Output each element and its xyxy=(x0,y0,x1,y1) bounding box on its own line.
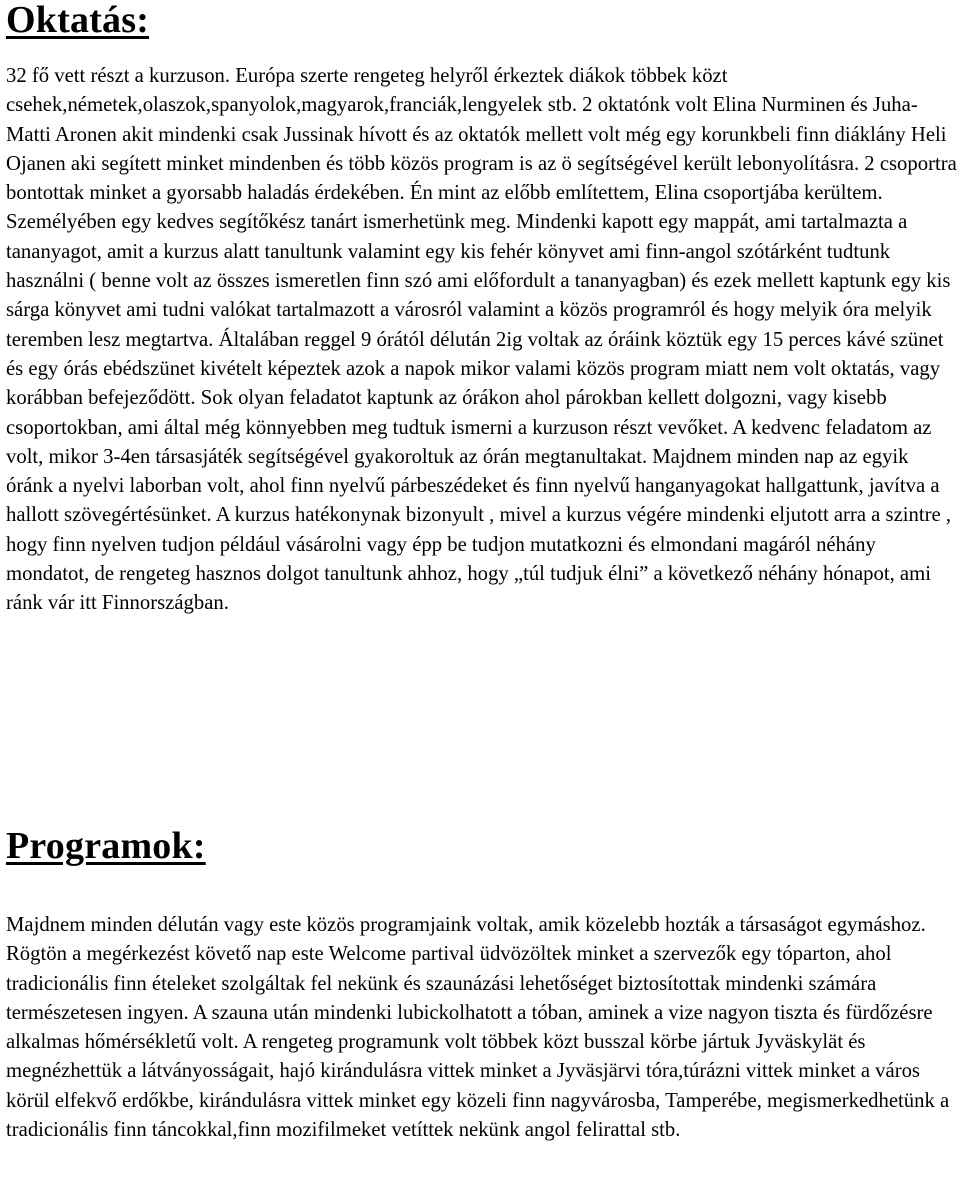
section-heading-oktatas: Oktatás: xyxy=(6,0,150,41)
section-body-oktatas: 32 fő vett részt a kurzuson. Európa szerte rengeteg helyről érkeztek diákok többek közt csehek,németek,olaszok,spanyolok,magyarok,franciák,lengyelek stb. 2 oktatónk volt Elina Nurminen és Juha-Matti Aronen akit mindenki csak Jussinak hívott és az oktatók mellett volt még egy korunkbeli finn diáklány Heli Ojanen aki segített minket mindenben és több közös program is az ö segítségével került lebonyolításra. 2 csoportra bontottak minket a gyorsabb haladás érdekében. Én mint az előbb említettem, Elina csoportjába kerültem. Személyében egy kedves segítőkész tanárt ismerhetünk meg. Mindenki kapott egy mappát, ami tartalmazta a tananyagot, amit a kurzus alatt tanultunk valamint egy kis fehér könyvet ami finn-angol szótárként tudtunk használni ( benne volt az összes ismeretlen finn szó ami előfordult a tananyagban) és ezek mellett kaptunk egy kis sárga könyvet ami tudni valókat tartalmazott a városról valamint a közös programról és hogy melyik óra melyik teremben lesz megtartva. Általában reggel 9 órától délután 2ig voltak az óráink köztük egy 15 perces kávé szünet és egy órás ebédszünet kivételt képeztek azok a napok mikor valami közös program miatt nem volt oktatás, vagy korábban befejeződött. Sok olyan feladatot kaptunk az órákon ahol párokban kellett dolgozni, vagy kisebb csoportokban, ami által még könnyebben meg tudtuk ismerni a kurzuson részt vevőket. A kedvenc feladatom az volt, mikor 3-4en társasjáték segítségével gyakoroltuk az órán megtanultakat. Majdnem minden nap az egyik óránk a nyelvi laborban volt, ahol finn nyelvű párbeszédeket és finn nyelvű hanganyagokat hallgattunk, javítva a hallott szövegértésünket. A kurzus hatékonynak bizonyult , mivel a kurzus végére mindenki eljutott arra a szintre , hogy finn nyelven tudjon például vásárolni vagy épp be tudjon mutatkozni és elmondani magáról néhány mondatot, de rengeteg hasznos dolgot tanultunk ahhoz, hogy „túl tudjuk élni” a következő néhány hónapot, ami ránk vár itt Finnországban. xyxy=(6,65,957,615)
section-body-programok: Majdnem minden délután vagy este közös programjaink voltak, amik közelebb hozták a társaságot egymáshoz. Rögtön a megérkezést követő nap este Welcome partival üdvözöltek minket a szervezők egy tóparton, ahol tradicionális finn ételeket szolgáltak fel nekünk és szaunázási lehetőséget biztosítottak mindenki számára természetesen ingyen. A szauna után mindenki lubickolhatott a tóban, aminek a vize nagyon tiszta és fürdőzésre alkalmas hőmérsékletű volt. A rengeteg programunk volt többek közt busszal körbe jártuk Jyväskylät és megnézhettük a látványosságait, hajó kirándulásra vittek minket a Jyväsjärvi tóra,túrázni vittek minket a város körül elfekvő erdőkbe, kirándulásra vittek minket egy közeli finn nagyvárosba, Tamperébe, megismerkedhetünk a tradicionális finn táncokkal,finn mozifilmeket vetíttek nekünk angol felirattal stb. xyxy=(6,914,950,1142)
section-heading-programok: Programok: xyxy=(6,825,206,867)
